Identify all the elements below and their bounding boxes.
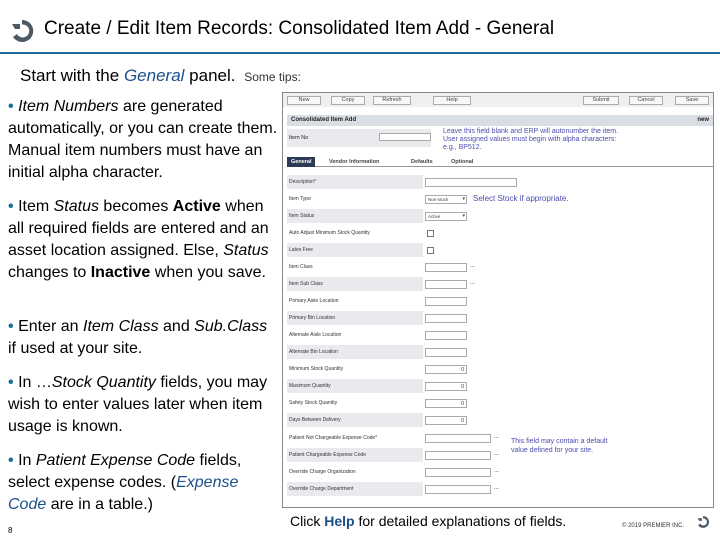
field-row xyxy=(287,379,423,393)
new-button[interactable]: New xyxy=(287,96,321,105)
override-org-input[interactable] xyxy=(425,468,491,477)
tip-text: if used at your site. xyxy=(8,340,143,357)
field-row xyxy=(287,413,423,427)
premier-logo-icon xyxy=(696,515,710,529)
tip-text: Stock Quantity xyxy=(51,374,156,391)
field-label: Item Sub Class xyxy=(289,281,323,287)
field-row xyxy=(287,209,423,223)
tip-text: Item Numbers xyxy=(18,98,119,115)
field-row xyxy=(287,431,423,445)
field-row xyxy=(287,192,423,206)
tab-defaults[interactable]: Defaults xyxy=(411,159,433,165)
intro-line xyxy=(20,66,301,86)
tip-text: Enter an xyxy=(18,318,83,335)
item-sub-class-input[interactable] xyxy=(425,280,467,289)
tip-item-class xyxy=(8,316,278,360)
tab-optional[interactable]: Optional xyxy=(451,159,474,165)
copy-button[interactable]: Copy xyxy=(331,96,365,105)
form-mode: new xyxy=(697,117,709,123)
tip-item-numbers xyxy=(8,96,278,184)
bullet-icon: • xyxy=(8,374,14,391)
tip-text: becomes xyxy=(98,198,173,215)
title-divider xyxy=(0,52,720,54)
tip-text: In xyxy=(18,452,36,469)
tip-text: Inactive xyxy=(90,264,151,281)
tip-text: fields, you may wish to enter values later when item usage is known. xyxy=(8,374,268,435)
tip-text: when all required fields are entered and an asset location assigned. Else, xyxy=(8,198,269,259)
description-input[interactable] xyxy=(425,178,517,187)
field-label: Primary Aisle Location xyxy=(289,298,339,304)
field-label: Alternate Bin Location xyxy=(289,349,338,355)
field-row xyxy=(287,482,423,496)
cancel-button[interactable]: Cancel xyxy=(629,96,663,105)
intro-tips: Some tips: xyxy=(244,70,301,84)
field-row xyxy=(287,328,423,342)
tab-general[interactable]: General xyxy=(287,157,315,167)
tab-vendor-information[interactable]: Vendor Information xyxy=(329,159,380,165)
toolbar xyxy=(283,93,714,107)
item-class-input[interactable] xyxy=(425,263,467,272)
field-row xyxy=(287,396,423,410)
expense-note-2: value defined for your site. xyxy=(511,447,594,454)
premier-logo-icon xyxy=(9,18,35,44)
field-row xyxy=(287,448,423,462)
consolidated-item-add-screen xyxy=(282,92,714,508)
field-row xyxy=(287,226,423,240)
tip-text: In … xyxy=(18,374,52,391)
field-value: 0 xyxy=(461,418,464,424)
field-value: 0 xyxy=(461,367,464,373)
tip-item-status xyxy=(8,196,278,284)
save-button[interactable]: Save xyxy=(675,96,709,105)
bullet-icon: • xyxy=(8,98,14,115)
tip-text: changes to xyxy=(8,264,91,281)
field-label: Safety Stock Quantity xyxy=(289,400,338,406)
intro-prefix: Start with the xyxy=(20,66,120,85)
item-no-note-2: User assigned values must begin with alpha characters: xyxy=(443,136,617,143)
primary-aisle-input[interactable] xyxy=(425,297,467,306)
field-label: Auto Adjust Minimum Stock Quantity xyxy=(289,230,370,236)
field-row xyxy=(287,311,423,325)
field-label: Item Class xyxy=(289,264,313,270)
item-no-field[interactable] xyxy=(379,133,431,141)
field-label: Description* xyxy=(289,179,316,185)
patient-chargeable-input[interactable] xyxy=(425,451,491,460)
help-caption-text: for detailed explanations of fields. xyxy=(354,513,567,529)
ellipsis-lookup-icon[interactable]: ... xyxy=(494,468,500,474)
help-caption-text: Click xyxy=(290,513,325,529)
tip-text: Active xyxy=(172,198,221,215)
tip-text: Sub.Class xyxy=(194,318,268,335)
refresh-button[interactable]: Refresh xyxy=(373,96,411,105)
slide-title: Create / Edit Item Records: Consolidated Item Add - General xyxy=(44,18,555,39)
item-no-note-1: Leave this field blank and ERP will autonumber the item. xyxy=(443,128,618,135)
tip-text: Patient Expense Code xyxy=(35,452,196,469)
field-label: Item Type xyxy=(289,196,311,202)
item-status-select[interactable]: Active ▾ xyxy=(425,212,467,221)
field-row xyxy=(287,465,423,479)
field-label: Patient Not Chargeable Expense Code* xyxy=(289,435,378,441)
field-row xyxy=(287,260,423,274)
item-no-label: Item No xyxy=(289,135,309,141)
field-value: 0 xyxy=(461,401,464,407)
ellipsis-lookup-icon[interactable]: ... xyxy=(494,485,500,491)
tip-text: Item Class xyxy=(83,318,159,335)
expense-note-1: This field may contain a default xyxy=(511,438,608,445)
help-caption xyxy=(290,513,566,529)
field-row xyxy=(287,175,423,189)
latex-free-checkbox[interactable] xyxy=(427,247,434,254)
field-row xyxy=(287,345,423,359)
ellipsis-lookup-icon[interactable]: ... xyxy=(470,280,476,286)
tip-text: Status xyxy=(53,198,99,215)
field-label: Patient Chargeable Expense Code xyxy=(289,452,366,458)
field-value: 0 xyxy=(461,384,464,390)
ellipsis-lookup-icon[interactable]: ... xyxy=(470,263,476,269)
copyright: © 2019 PREMIER INC. xyxy=(622,523,685,529)
alternate-aisle-input[interactable] xyxy=(425,331,467,340)
intro-panel-name: General xyxy=(123,66,185,85)
field-label: Alternate Aisle Location xyxy=(289,332,342,338)
field-label: Days Between Delivery xyxy=(289,417,341,423)
tip-stock-quantity xyxy=(8,372,278,438)
ellipsis-lookup-icon[interactable]: ... xyxy=(494,451,500,457)
tip-text: are in a table.) xyxy=(46,496,153,513)
field-row xyxy=(287,277,423,291)
field-label: Latex Free xyxy=(289,247,313,253)
field-label: Override Charge Department xyxy=(289,486,354,492)
tip-text: Item xyxy=(18,198,54,215)
field-label: Item Status xyxy=(289,213,315,219)
item-type-note: Select Stock if appropriate. xyxy=(473,194,569,203)
ellipsis-lookup-icon[interactable]: ... xyxy=(494,434,500,440)
item-type-select[interactable]: Non-stock ▾ xyxy=(425,195,467,204)
tip-text: and xyxy=(158,318,195,335)
patient-not-chargeable-input[interactable] xyxy=(425,434,491,443)
tip-text: fields, select expense codes. ( xyxy=(8,452,242,491)
bullet-icon: • xyxy=(8,318,14,335)
primary-bin-input[interactable] xyxy=(425,314,467,323)
tip-expense-code xyxy=(8,450,278,516)
alternate-bin-input[interactable] xyxy=(425,348,467,357)
safety-stock-input[interactable] xyxy=(425,399,467,408)
field-row xyxy=(287,243,423,257)
page-number: 8 xyxy=(8,526,13,535)
field-label: Maximum Quantity xyxy=(289,383,331,389)
days-between-delivery-input[interactable] xyxy=(425,416,467,425)
intro-suffix: panel. xyxy=(189,66,236,85)
maximum-quantity-input[interactable] xyxy=(425,382,467,391)
field-label: Override Charge Organization xyxy=(289,469,356,475)
auto-adjust-checkbox[interactable] xyxy=(427,230,434,237)
override-dept-input[interactable] xyxy=(425,485,491,494)
bullet-icon: • xyxy=(8,452,14,469)
help-button[interactable]: Help xyxy=(433,96,471,105)
tip-text: Status xyxy=(223,242,269,259)
submit-button[interactable]: Submit xyxy=(583,96,619,105)
field-row xyxy=(287,362,423,376)
field-label: Minimum Stock Quantity xyxy=(289,366,344,372)
field-label: Primary Bin Location xyxy=(289,315,336,321)
tip-text: when you save. xyxy=(150,264,266,281)
form-title: Consolidated Item Add xyxy=(291,117,357,123)
item-no-note-3: e.g., BP512. xyxy=(443,144,482,151)
bullet-icon: • xyxy=(8,198,14,215)
field-row xyxy=(287,294,423,308)
minimum-stock-input[interactable] xyxy=(425,365,467,374)
help-caption-word: Help xyxy=(324,513,355,529)
tip-text: Expense Code xyxy=(8,474,239,513)
tip-text: are generated automatically, or you can create them. Manual item numbers must have an initial alpha character. xyxy=(8,98,278,181)
